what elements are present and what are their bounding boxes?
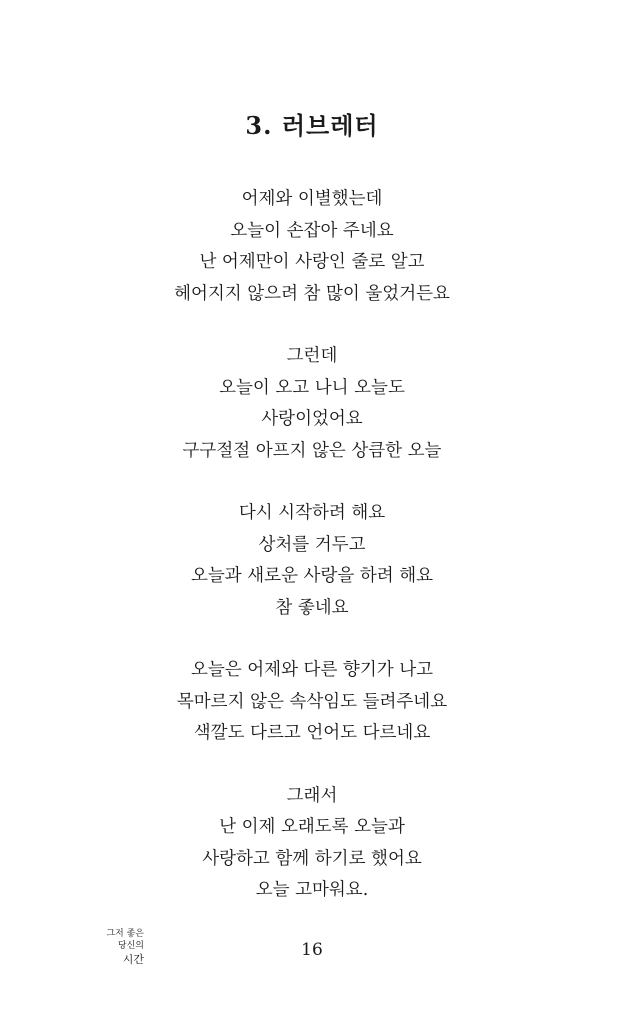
poem-line: 그래서 <box>286 785 338 806</box>
poem-line: 사랑하고 함께 하기로 했어요 <box>202 848 422 869</box>
poem-body <box>0 184 624 938</box>
poem-line: 오늘과 새로운 사랑을 하려 해요 <box>190 566 433 586</box>
poem-line: 오늘이 손잡아 주네요 <box>230 220 394 241</box>
poem-line: 오늘은 어제와 다른 향기가 나고 <box>190 660 433 680</box>
book-title-line: 당신의 <box>117 941 144 951</box>
poem-title: 3. 러브레터 <box>245 111 379 140</box>
poem-line: 헤어지지 않으려 참 많이 울었거든요 <box>174 283 450 304</box>
poem-line: 오늘 고마워요. <box>255 880 369 900</box>
book-title-line: 그저 좋은 <box>106 929 144 939</box>
stanza-2 <box>0 341 624 467</box>
book-title-line: 시간 <box>122 953 144 966</box>
poem-line: 어제와 이별했는데 <box>241 189 383 209</box>
poem-line: 오늘이 오고 나니 오늘도 <box>219 377 405 398</box>
poem-line: 난 어제만이 사랑인 줄로 알고 <box>199 252 425 272</box>
poem-line: 색깔도 다르고 언어도 다르네요 <box>193 723 431 743</box>
poem-line: 그런데 <box>286 346 338 366</box>
page-number: 16 <box>301 940 323 960</box>
poem-line: 상처를 거두고 <box>258 534 366 555</box>
poem-line: 참 좋네요 <box>275 597 349 618</box>
poem-line: 구구절절 아프지 않은 상큼한 오늘 <box>182 440 442 461</box>
poem-line: 난 이제 오래도록 오늘과 <box>219 817 405 837</box>
stanza-4 <box>0 655 624 750</box>
stanza-1 <box>0 184 624 310</box>
stanza-3 <box>0 498 624 624</box>
stanza-5 <box>0 781 624 907</box>
poem-line: 다시 시작하려 해요 <box>238 503 386 523</box>
poem-line: 사랑이었어요 <box>261 409 363 429</box>
poem-line: 목마르지 않은 속삭임도 들려주네요 <box>176 691 448 712</box>
